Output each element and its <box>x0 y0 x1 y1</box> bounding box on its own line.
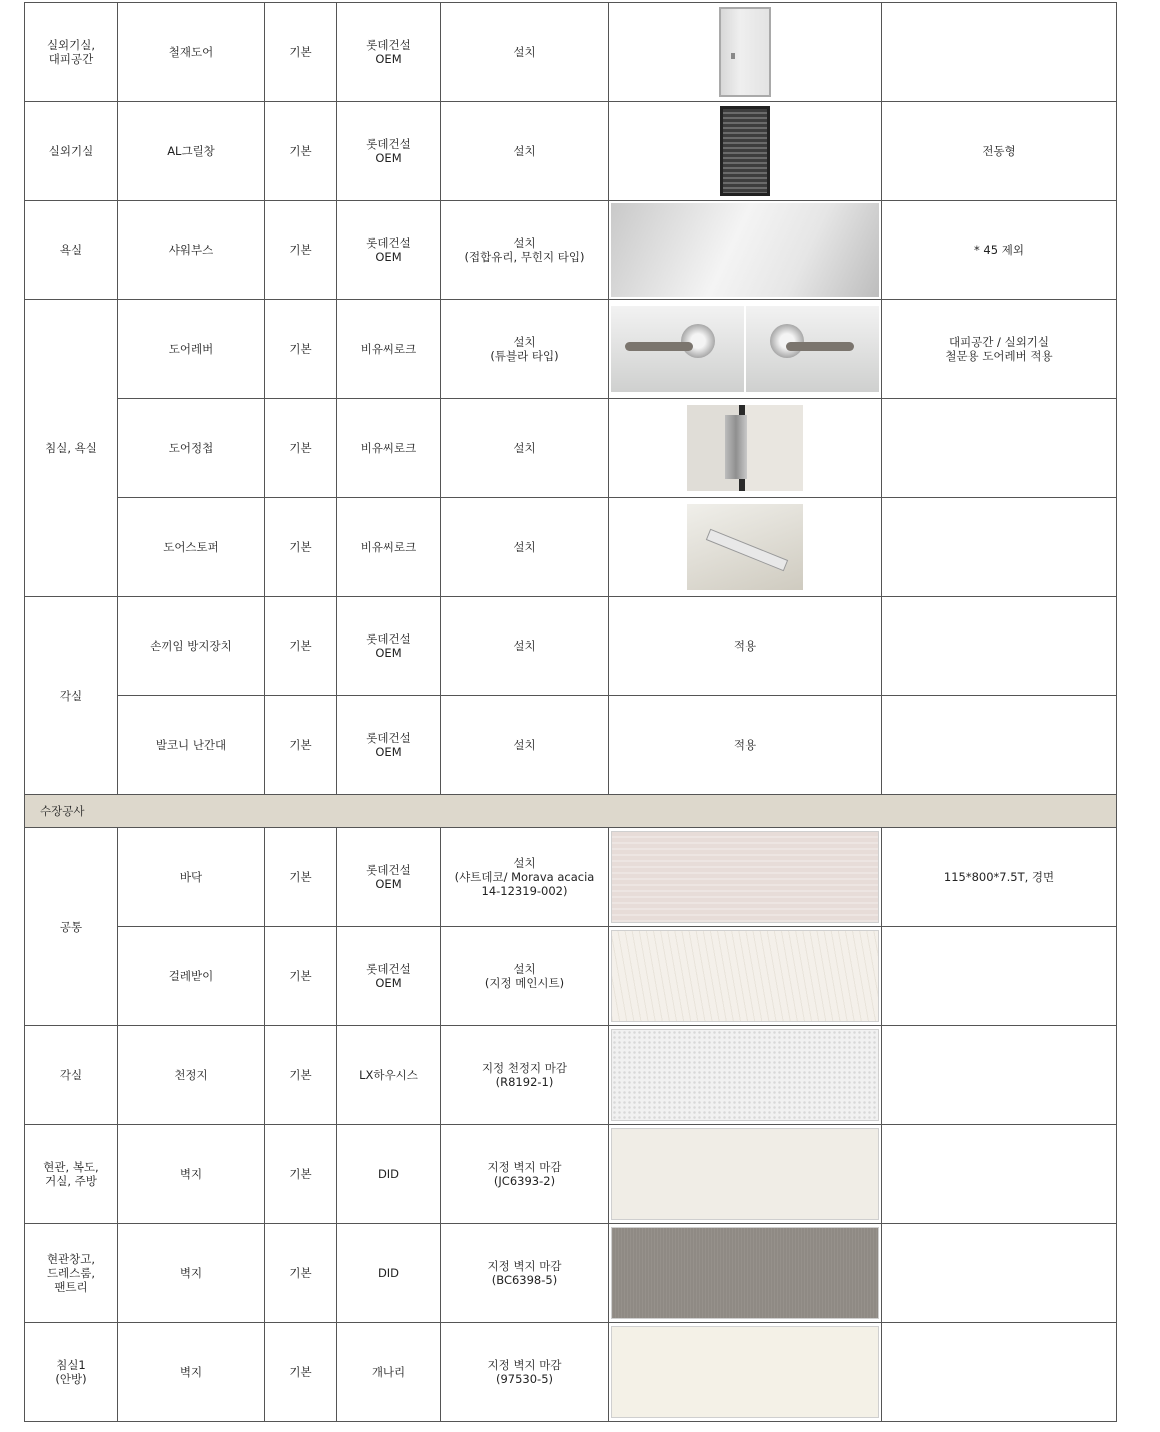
maker-cell: DID <box>337 1224 441 1323</box>
material-swatch <box>611 930 879 1022</box>
room-cell: 욕실 <box>25 201 118 300</box>
image-cell <box>609 1125 882 1224</box>
material-swatch <box>611 1326 879 1418</box>
item-cell: 천정지 <box>118 1026 265 1125</box>
maker-cell: LX하우시스 <box>337 1026 441 1125</box>
note-cell <box>882 927 1117 1026</box>
table-row <box>25 927 1117 1026</box>
room-cell: 각실 <box>25 597 118 795</box>
grade-cell: 기본 <box>265 1125 337 1224</box>
image-cell <box>609 1026 882 1125</box>
image-cell <box>609 927 882 1026</box>
table-row <box>25 300 1117 399</box>
image-cell <box>609 399 882 498</box>
table-row <box>25 696 1117 795</box>
spec-cell: 설치 (지정 메인시트) <box>441 927 609 1026</box>
grade-cell: 기본 <box>265 1323 337 1422</box>
item-cell: 도어정첩 <box>118 399 265 498</box>
grade-cell: 기본 <box>265 927 337 1026</box>
grade-cell: 기본 <box>265 828 337 927</box>
maker-cell: 비유씨로크 <box>337 300 441 399</box>
spec-cell: 설치 <box>441 498 609 597</box>
note-cell <box>882 1125 1117 1224</box>
table-row <box>25 828 1117 927</box>
item-cell: 도어레버 <box>118 300 265 399</box>
room-cell: 현관창고, 드레스룸, 팬트리 <box>25 1224 118 1323</box>
louver-window-icon <box>720 106 770 196</box>
image-cell <box>609 498 882 597</box>
image-cell <box>609 3 882 102</box>
room-cell: 각실 <box>25 1026 118 1125</box>
table-row <box>25 399 1117 498</box>
note-cell: 대피공간 / 실외기실 철문용 도어레버 적용 <box>882 300 1117 399</box>
table-row <box>25 1125 1117 1224</box>
item-cell: 발코니 난간대 <box>118 696 265 795</box>
note-cell <box>882 597 1117 696</box>
maker-cell: 롯데건설 OEM <box>337 828 441 927</box>
spec-cell: 설치 <box>441 3 609 102</box>
note-cell <box>882 1026 1117 1125</box>
door-hinge-icon <box>687 405 803 491</box>
image-cell <box>609 1224 882 1323</box>
note-cell: 115*800*7.5T, 경면 <box>882 828 1117 927</box>
grade-cell: 기본 <box>265 399 337 498</box>
maker-cell: 비유씨로크 <box>337 399 441 498</box>
table-row <box>25 102 1117 201</box>
spec-cell: 지정 벽지 마감 (BC6398-5) <box>441 1224 609 1323</box>
item-cell: 벽지 <box>118 1125 265 1224</box>
item-cell: 벽지 <box>118 1224 265 1323</box>
item-cell: AL그릴창 <box>118 102 265 201</box>
image-cell <box>609 102 882 201</box>
grade-cell: 기본 <box>265 201 337 300</box>
maker-cell: 롯데건설 OEM <box>337 201 441 300</box>
image-cell: 적용 <box>609 597 882 696</box>
note-cell: * 45 제외 <box>882 201 1117 300</box>
spec-cell: 지정 벽지 마감 (97530-5) <box>441 1323 609 1422</box>
note-cell <box>882 696 1117 795</box>
material-swatch <box>611 831 879 923</box>
spec-cell: 설치 (튜블라 타입) <box>441 300 609 399</box>
item-cell: 샤워부스 <box>118 201 265 300</box>
image-cell <box>609 828 882 927</box>
spec-cell: 설치 (접합유리, 무힌지 타입) <box>441 201 609 300</box>
note-cell <box>882 3 1117 102</box>
spec-cell: 설치 <box>441 597 609 696</box>
section-title: 수장공사 <box>25 795 1117 828</box>
spec-table <box>24 2 1117 1422</box>
note-cell <box>882 1323 1117 1422</box>
grade-cell: 기본 <box>265 597 337 696</box>
steel-door-icon <box>719 7 771 97</box>
grade-cell: 기본 <box>265 696 337 795</box>
table-row <box>25 1323 1117 1422</box>
section-header-row <box>25 795 1117 828</box>
image-cell <box>609 300 882 399</box>
item-cell: 철재도어 <box>118 3 265 102</box>
spec-cell: 지정 벽지 마감 (JC6393-2) <box>441 1125 609 1224</box>
room-cell: 침실1 (안방) <box>25 1323 118 1422</box>
room-cell: 실외기실 <box>25 102 118 201</box>
spec-cell: 설치 (샤트데코/ Morava acacia 14-12319-002) <box>441 828 609 927</box>
material-swatch <box>611 1227 879 1319</box>
material-swatch <box>611 1128 879 1220</box>
room-cell: 실외기실, 대피공간 <box>25 3 118 102</box>
note-cell <box>882 498 1117 597</box>
maker-cell: 비유씨로크 <box>337 498 441 597</box>
spec-cell: 설치 <box>441 102 609 201</box>
maker-cell: 롯데건설 OEM <box>337 696 441 795</box>
room-cell: 공통 <box>25 828 118 1026</box>
room-cell: 침실, 욕실 <box>25 300 118 597</box>
grade-cell: 기본 <box>265 300 337 399</box>
item-cell: 걸레받이 <box>118 927 265 1026</box>
spec-cell: 설치 <box>441 399 609 498</box>
door-stopper-icon <box>687 504 803 590</box>
maker-cell: 롯데건설 OEM <box>337 3 441 102</box>
maker-cell: 롯데건설 OEM <box>337 597 441 696</box>
door-lever-icon <box>611 306 879 392</box>
spec-cell: 지정 천정지 마감 (R8192-1) <box>441 1026 609 1125</box>
image-cell <box>609 201 882 300</box>
note-cell <box>882 399 1117 498</box>
image-cell <box>609 1323 882 1422</box>
grade-cell: 기본 <box>265 3 337 102</box>
glass-panel-icon <box>611 203 879 297</box>
table-row <box>25 201 1117 300</box>
item-cell: 벽지 <box>118 1323 265 1422</box>
note-cell <box>882 1224 1117 1323</box>
table-row <box>25 1224 1117 1323</box>
image-cell: 적용 <box>609 696 882 795</box>
note-cell: 전동형 <box>882 102 1117 201</box>
item-cell: 바닥 <box>118 828 265 927</box>
room-cell: 현관, 복도, 거실, 주방 <box>25 1125 118 1224</box>
item-cell: 도어스토퍼 <box>118 498 265 597</box>
table-row <box>25 1026 1117 1125</box>
material-swatch <box>611 1029 879 1121</box>
table-row <box>25 498 1117 597</box>
table-row <box>25 597 1117 696</box>
maker-cell: 롯데건설 OEM <box>337 927 441 1026</box>
item-cell: 손끼임 방지장치 <box>118 597 265 696</box>
grade-cell: 기본 <box>265 498 337 597</box>
spec-cell: 설치 <box>441 696 609 795</box>
grade-cell: 기본 <box>265 102 337 201</box>
grade-cell: 기본 <box>265 1026 337 1125</box>
maker-cell: DID <box>337 1125 441 1224</box>
grade-cell: 기본 <box>265 1224 337 1323</box>
table-row <box>25 3 1117 102</box>
maker-cell: 개나리 <box>337 1323 441 1422</box>
maker-cell: 롯데건설 OEM <box>337 102 441 201</box>
